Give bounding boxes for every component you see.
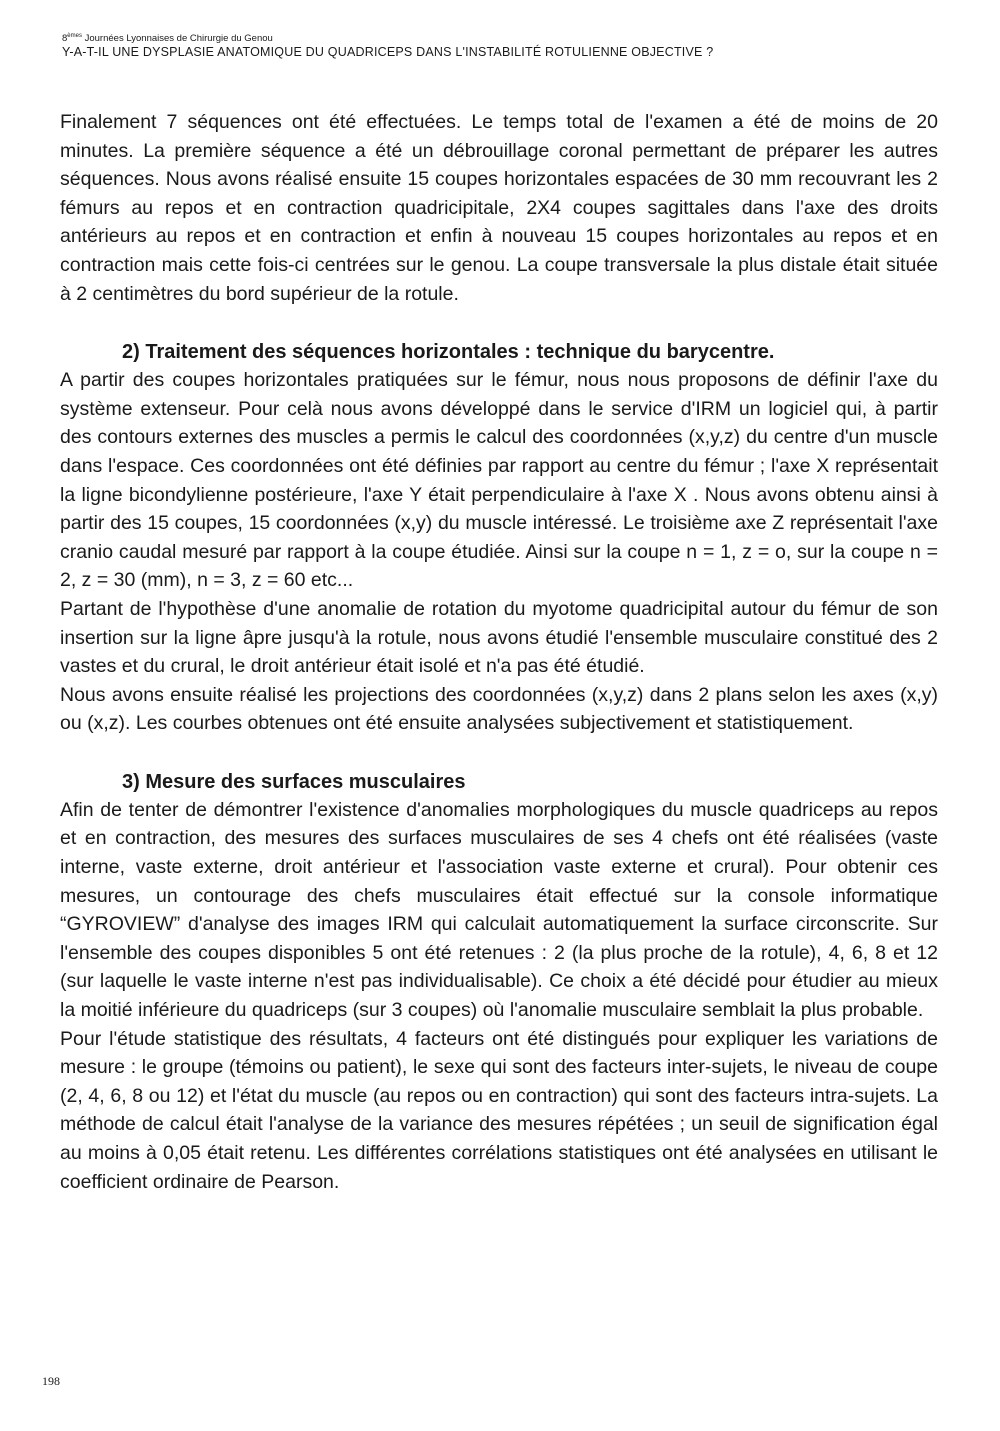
intro-paragraph: Finalement 7 séquences ont été effectuées. Le temps total de l'examen a été de moins de 20 minutes. La première séquence a été un débrouillage coronal permettant de préparer les autres séquences. Nous avons réalisé ensuite 15 coupes horizontales espacées de 30 mm recouvrant les 2 fémurs au repos et en contraction quadricipitale, 2X4 coupes sagittales dans l'axe des droits antérieurs au repos et en contraction et enfin à nouveau 15 coupes horizontales au repos et en contraction mais cette fois-ci centrées sur le genou. La coupe transversale la plus distale était située à 2 centimètres du bord supérieur de la rotule. bbox=[60, 111, 938, 305]
conference-name-line bbox=[62, 30, 942, 45]
conference-name: Journées Lyonnaises de Chirurgie du Genou bbox=[84, 33, 273, 45]
section-3-paragraph: Pour l'étude statistique des résultats, 4 facteurs ont été distingués pour expliquer les variations de mesure : le groupe (témoins ou patient), le sexe qui sont des facteurs inter-sujets, le niveau de coupe (2, 4, 6, 8 ou 12) et l'état du muscle (au repos ou en contraction) qui sont des facteurs intra-sujets. La méthode de calcul était l'analyse de la variance des mesures répétées ; un seuil de signification égal au moins à 0,05 était retenu. Les différentes corrélations statistiques ont été analysées en utilisant le coefficient ordinaire de Pearson. bbox=[60, 1027, 938, 1193]
section-3-heading: 3) Mesure des surfaces musculaires bbox=[122, 770, 466, 793]
section-2-heading: 2) Traitement des séquences horizontales : technique du barycentre. bbox=[122, 341, 775, 364]
conference-ordinal-suffix: èmes bbox=[67, 33, 82, 39]
section-gap bbox=[60, 738, 938, 768]
page-body bbox=[60, 108, 938, 1196]
running-title: Y-A-T-IL UNE DYSPLASIE ANATOMIQUE DU QUADRICEPS DANS L'INSTABILITÉ ROTULIENNE OBJECTIVE ? bbox=[62, 45, 714, 60]
page-header bbox=[62, 30, 942, 60]
page-number: 198 bbox=[42, 1374, 60, 1388]
section-2-paragraph: Partant de l'hypothèse d'une anomalie de rotation du myotome quadricipital autour du fémur de son insertion sur la ligne âpre jusqu'à la rotule, nous avons étudié l'ensemble musculaire constitué des 2 vastes et du crural, le droit antérieur était isolé et n'a pas été étudié. bbox=[60, 597, 938, 678]
section-3-paragraph: Afin de tenter de démontrer l'existence d'anomalies morphologiques du muscle quadriceps au repos et en contraction, des mesures des surfaces musculaires de ses 4 chefs ont été réalisées (vaste interne, vaste externe, droit antérieur et l'association vaste externe et crural). Pour obtenir ces mesures, un contourage des chefs musculaires était effectué sur la console informatique “GYROVIEW” d'analyse des images IRM qui calculait automatiquement la surface circonscrite. Sur l'ensemble des coupes disponibles 5 ont été retenues : 2 (la plus proche de la rotule), 4, 6, 8 et 12 (sur laquelle le vaste interne n'est pas individualisable). Ce choix a été décidé pour étudier au mieux la moitié inférieure du quadriceps (sur 3 coupes) où l'anomalie musculaire semblait la plus probable. bbox=[60, 798, 938, 1022]
conference-ordinal: 8 bbox=[62, 33, 68, 45]
section-2-paragraph: Nous avons ensuite réalisé les projections des coordonnées (x,y,z) dans 2 plans selon les axes (x,y) ou (x,z). Les courbes obtenues ont été ensuite analysées subjectivement et statistiquement. bbox=[60, 683, 938, 735]
section-gap bbox=[60, 308, 938, 338]
section-2-paragraph: A partir des coupes horizontales pratiquées sur le fémur, nous nous proposons de définir l'axe du système extenseur. Pour celà nous avons développé dans le service d'IRM un logiciel qui, à partir des contours externes des muscles a permis le calcul des coordonnées (x,y,z) du centre d'un muscle dans l'espace. Ces coordonnées ont été définies par rapport au centre du fémur ; l'axe X représentait la ligne bicondylienne postérieure, l'axe Y était perpendiculaire à l'axe X . Nous avons obtenu ainsi à partir des 15 coupes, 15 coordonnées (x,y) du muscle intéressé. Le troisième axe Z représentait l'axe cranio caudal mesuré par rapport à la coupe étudiée. Ainsi sur la coupe n = 1, z = o, sur la coupe n = 2, z = 30 (mm), n = 3, z = 60 etc... bbox=[60, 369, 938, 592]
